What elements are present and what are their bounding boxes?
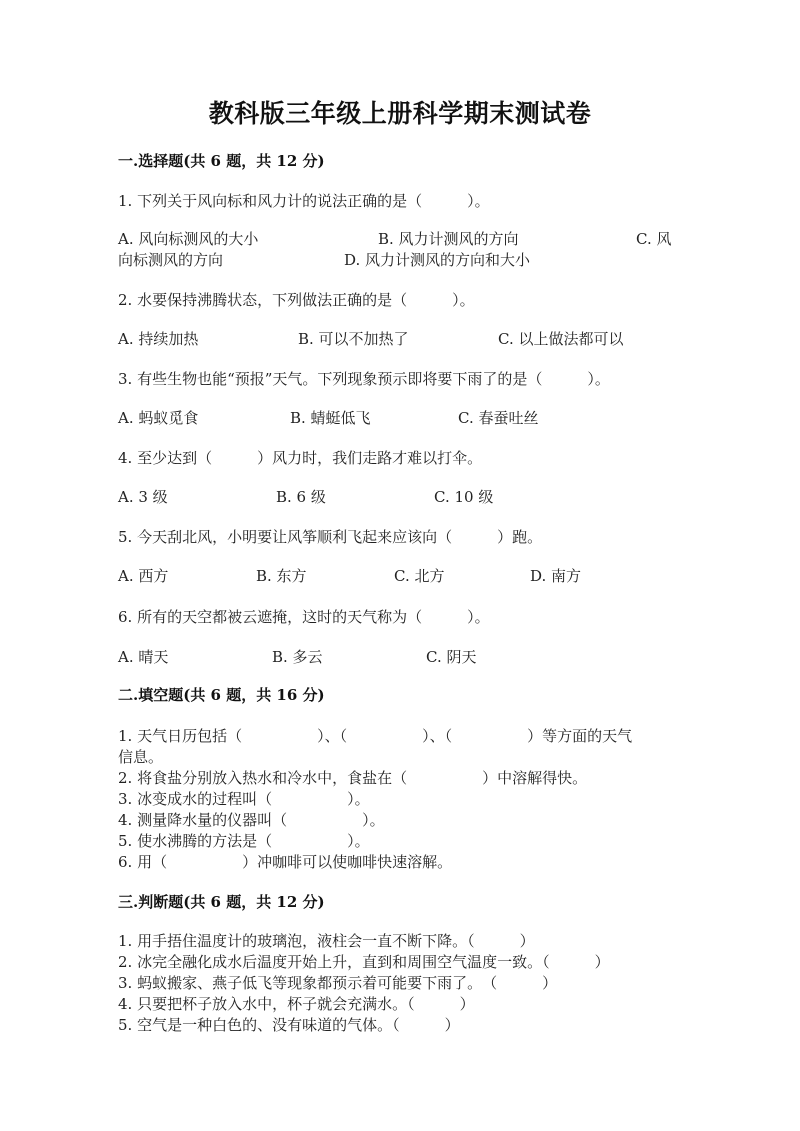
option-c: C. 北方: [394, 567, 445, 585]
fill-line: 5. 使水沸腾的方法是（ ）。: [118, 832, 370, 850]
option-c: C. 风: [636, 230, 672, 248]
fill-line: 1. 天气日历包括（ ）、（ ）、（ ）等方面的天气: [118, 727, 633, 745]
option-a: A. 西方: [118, 567, 169, 585]
tf-line: 2. 冰完全融化成水后温度开始上升，直到和周围空气温度一致。（ ）: [118, 953, 610, 971]
option-c: C. 春蚕吐丝: [458, 409, 539, 427]
option-c: C. 10 级: [434, 488, 494, 506]
question-2-options: [118, 328, 718, 348]
tf-line: 1. 用手捂住温度计的玻璃泡，液柱会一直不断下降。（ ）: [118, 932, 535, 950]
question-1: 1. 下列关于风向标和风力计的说法正确的是（ ）。: [118, 192, 490, 210]
option-b: B. 东方: [256, 567, 307, 585]
option-a: A. 晴天: [118, 648, 169, 666]
question-3: 3. 有些生物也能“预报”天气。下列现象预示即将要下雨了的是（ ）。: [118, 370, 610, 388]
option-c: C. 以上做法都可以: [498, 330, 624, 348]
fill-line: 6. 用（ ）冲咖啡可以使咖啡快速溶解。: [118, 853, 453, 871]
option-c: C. 阴天: [426, 648, 477, 666]
question-3-options: [118, 407, 718, 427]
section-heading-tf: 三.判断题(共 6 题，共 12 分): [118, 893, 325, 911]
fill-line: 信息。: [118, 748, 164, 766]
fill-line: 2. 将食盐分别放入热水和冷水中，食盐在（ ）中溶解得快。: [118, 769, 588, 787]
option-b: B. 蜻蜓低飞: [290, 409, 371, 427]
option-b: B. 风力计测风的方向: [378, 230, 519, 248]
question-5-options: [118, 565, 718, 585]
question-6: 6. 所有的天空都被云遮掩，这时的天气称为（ ）。: [118, 608, 490, 626]
option-a: A. 3 级: [118, 488, 168, 506]
question-4: 4. 至少达到（ ）风力时，我们走路才难以打伞。: [118, 449, 483, 467]
option-c-continued: 向标测风的方向: [118, 251, 224, 269]
question-1-options: [118, 229, 683, 271]
option-b: B. 可以不加热了: [298, 330, 409, 348]
tf-line: 3. 蚂蚁搬家、燕子低飞等现象都预示着可能要下雨了。 （ ）: [118, 974, 558, 992]
option-a: A. 风向标测风的大小: [118, 230, 259, 248]
tf-line: 4. 只要把杯子放入水中，杯子就会充满水。（ ）: [118, 995, 475, 1013]
question-6-options: [118, 646, 718, 666]
section-heading-fill: 二.填空题(共 6 题，共 16 分): [118, 686, 325, 704]
option-a: A. 蚂蚁觅食: [118, 409, 199, 427]
option-a: A. 持续加热: [118, 330, 199, 348]
question-2: 2. 水要保持沸腾状态，下列做法正确的是（ ）。: [118, 291, 475, 309]
question-4-options: [118, 486, 718, 506]
section-heading-mc: 一.选择题(共 6 题，共 12 分): [118, 152, 325, 170]
tf-line: 5. 空气是一种白色的、没有味道的气体。（ ）: [118, 1016, 460, 1034]
fill-line: 4. 测量降水量的仪器叫（ ）。: [118, 811, 385, 829]
option-d: D. 南方: [530, 567, 582, 585]
fill-line: 3. 冰变成水的过程叫（ ）。: [118, 790, 370, 808]
option-d: D. 风力计测风的方向和大小: [344, 251, 531, 269]
option-b: B. 多云: [272, 648, 323, 666]
page-title: 教科版三年级上册科学期末测试卷: [208, 99, 592, 128]
question-5: 5. 今天刮北风，小明要让风筝顺利飞起来应该向（ ）跑。: [118, 528, 543, 546]
option-b: B. 6 级: [276, 488, 326, 506]
